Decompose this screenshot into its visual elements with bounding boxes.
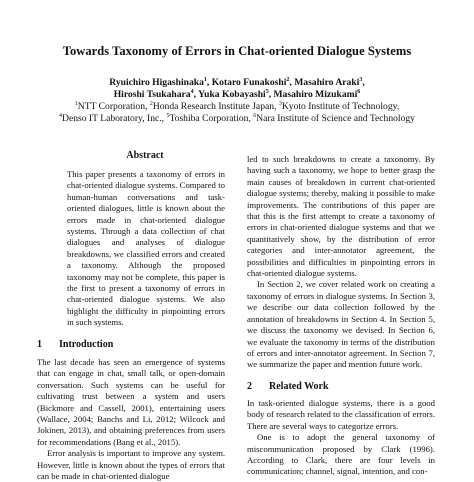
paragraph: The last decade has seen an emergence of systems that can engage in chat, small talk, or open-domain conversation. Such systems can be useful for cultivating trust between a system and users (Bickmore and Cassell, 2001), entertaining users (Wallace, 2004; Banchs and Li, 2012; Wilcock and Jokinen, 2013), and obtaining preferences from users for recommendations (Bang et al., 2015).	[37, 357, 225, 447]
author-sup: 3	[359, 76, 363, 83]
author-sup: 4	[190, 88, 194, 95]
author-sup: 2	[286, 76, 290, 83]
paragraph: led to such breakdowns to create a taxonomy. By having such a taxonomy, we hope to better grasp the main causes of breakdown in current chat-oriented dialogue systems; thereby, making it possible to make improvements. The contributions of this paper are that this is the first attempt to create a taxonomy of errors in chat-oriented dialogue systems and that we quantitatively show, by the distribution of error categories and inter-annotator agreement, the possibilities and difficulties in pinpointing errors in chat-oriented dialogue systems.	[247, 154, 435, 279]
affil-sup: 5	[166, 112, 170, 119]
affil-sup: 6	[253, 112, 257, 119]
section-title: Related Work	[269, 381, 329, 392]
author-name: Masahiro Araki	[294, 77, 360, 88]
affil-sup: 1	[74, 100, 78, 107]
abstract-heading: Abstract	[126, 150, 164, 161]
paragraph: Error analysis is important to improve any system. However, little is known about the types of errors that can be made in chat-oriented dialogue	[37, 448, 225, 482]
author-name: Yuka Kobayashi	[198, 89, 266, 100]
affiliation-line-1	[0, 101, 474, 113]
affil-sup: 3	[278, 100, 282, 107]
section-number: 1	[37, 339, 42, 350]
introduction-body	[37, 357, 225, 482]
abstract-text: This paper presents a taxonomy of errors in chat-oriented dialogue systems. Compared to human-human conversations and task-oriented dialogues, little is known about the errors made in chat-oriented dialogue systems. Through a data collection of chat dialogues and analyses of dialogue breakdowns, we classified errors and created a taxonomy. Although the proposed taxonomy may not be complete, this paper is the first to present a taxonomy of errors in chat-oriented dialogue systems. We also highlight the difficulty in pinpointing errors in such systems.	[67, 169, 225, 328]
affiliation-line-2	[0, 113, 474, 125]
affiliation: Denso IT Laboratory, Inc.,	[62, 113, 167, 124]
affiliation: Toshiba Corporation,	[169, 113, 254, 124]
paragraph: One is to adopt the general taxonomy of miscommunication proposed by Clark (1996). According to Clark, there are four levels in communication; channel, signal, intention, and con-	[247, 432, 435, 477]
author-line-2: Hiroshi Tsukahara$^4$, Yuka Kobayashi$^5$, Masahiro Mizukami$^6$	[113, 88, 361, 100]
author-sup: 6	[357, 88, 361, 95]
paragraph: In task-oriented dialogue systems, there is a good body of research related to the classification of errors. There are several ways to categorize errors.	[247, 398, 435, 431]
affiliation: Kyoto Institute of Technology,	[281, 101, 400, 112]
author-name: Hiroshi Tsukahara	[113, 89, 191, 100]
abstract-body	[67, 169, 225, 329]
author-name: Masahiro Mizukami	[273, 89, 358, 100]
affiliation: Nara Institute of Science and Technology	[256, 113, 415, 124]
affil-sup: 4	[59, 112, 63, 119]
paper-title: Towards Taxonomy of Errors in Chat-oriented Dialogue Systems	[62, 44, 412, 58]
section-title: Introduction	[59, 339, 114, 350]
section-heading-introduction	[37, 339, 113, 350]
author-sup: 5	[265, 88, 269, 95]
affiliation: NTT Corporation,	[77, 101, 150, 112]
section-heading-related-work	[247, 381, 329, 392]
author-sup: 1	[203, 76, 207, 83]
right-column-body	[247, 154, 435, 371]
author-name: Ryuichiro Higashinaka	[109, 77, 204, 88]
author-line-1: Ryuichiro Higashinaka$^1$, Kotaro Funakoshi$^2$, Masahiro Araki$^3$,	[109, 76, 365, 88]
section-number: 2	[247, 381, 252, 392]
author-name: Kotaro Funakoshi	[211, 77, 287, 88]
author-block	[0, 77, 474, 125]
affil-sup: 2	[149, 100, 153, 107]
paragraph: In Section 2, we cover related work on creating a taxonomy of errors in dialogue systems. In Section 3, we describe our data collection followed by the annotation of breakdowns in Section 4. In Section 5, we discuss the taxonomy we devised. In Section 6, we evaluate the taxonomy in terms of the distribution of errors and inter-annotator agreement. In Section 7, we summarize the paper and mention future work.	[247, 279, 435, 370]
affiliation: Honda Research Institute Japan,	[152, 101, 279, 112]
related-work-body	[247, 398, 435, 478]
